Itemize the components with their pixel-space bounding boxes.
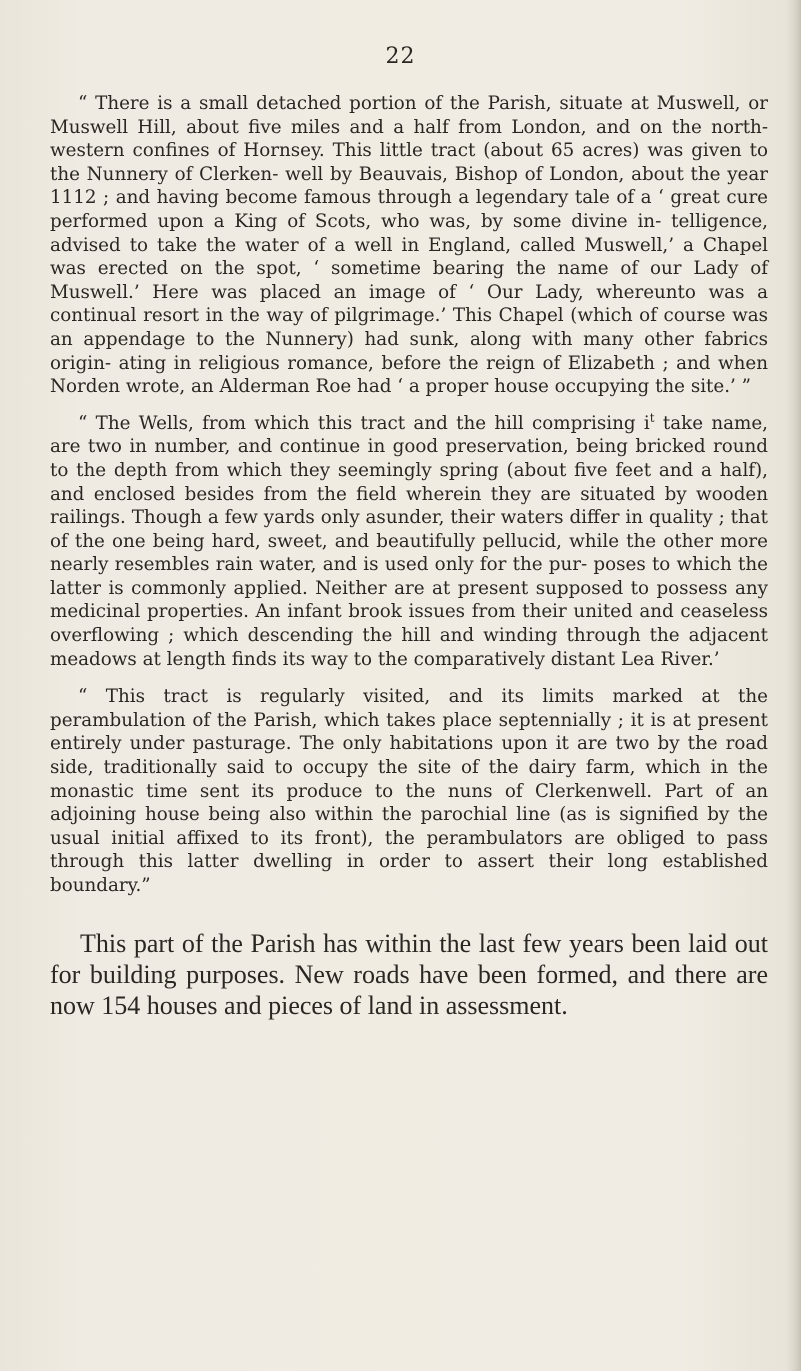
paragraph-muswell-chapel: “ There is a small detached portion of the Parish, situate at Muswell, or Muswell Hill, about five miles and a half from London, and on the north-western confines of Hornsey. This little tract (about 65 acres) was given to the Nunnery of Clerken- well by Beauvais, Bishop of London, about the year 1112 ; and having become famous through a legendary tale of a ‘ great cure performed upon a King of Scots, who was, by some divine in- telligence, advised to take the water of a well in England, called Muswell,’ a Chapel was erected on the spot, ‘ sometime bearing the name of our Lady of Muswell.’ Here was placed an image of ‘ Our Lady, whereunto was a continual resort in the way of pilgrimage.’ This Chapel (which of course was an appendage to the Nunnery) had sunk, along with many other fabrics origin- ating in religious romance, before the reign of Elizabeth ; and when Norden wrote, an Alderman Roe had ‘ a proper house occupying the site.’ ” (50, 93, 768, 398)
superscript-t: t (649, 410, 655, 425)
page-edge-shadow (787, 0, 801, 1371)
page-number: 22 (385, 44, 416, 69)
wells-text-end: take name, are two in number, and continue in good preservation, being bricked round to the depth from which they seemingly spring (about five feet and a half), and enclosed besides from the field wherein they are situated by wooden railings. Though a few yards only asunder, their waters differ in quality ; that of the one being hard, sweet, and beautifully pellucid, while the other more nearly resembles rain water, and is used only for the pur- poses to which the latter is commonly applied. Neither are at present supposed to possess any medicinal properties. An infant brook issues from their united and ceaseless overflowing ; which descending the hill and winding through the adjacent meadows at length finds its way to the comparatively distant Lea River.’ (50, 412, 768, 670)
paragraph-building-purposes: This part of the Parish has within the last few years been laid out for building purposes. New roads have been formed, and there are now 154 houses and pieces of land in assessment. (50, 928, 768, 1020)
wells-text-start: “ The Wells, from which this tract and the hill comprising i (78, 412, 650, 434)
body-text (50, 92, 768, 1039)
paragraph-perambulation: “ This tract is regularly visited, and its limits marked at the perambulation of the Parish, which takes place septennially ; it is at present entirely under pasturage. The only habitations upon it are two by the road side, traditionally said to occupy the site of the dairy farm, which in the monastic time sent its produce to the nuns of Clerkenwell. Part of an adjoining house being also within the parochial line (as is signified by the usual initial affixed to its front), the perambulators are obliged to pass through this latter dwelling in order to assert their long established boundary.” (50, 686, 768, 896)
paragraph-the-wells (50, 412, 768, 672)
